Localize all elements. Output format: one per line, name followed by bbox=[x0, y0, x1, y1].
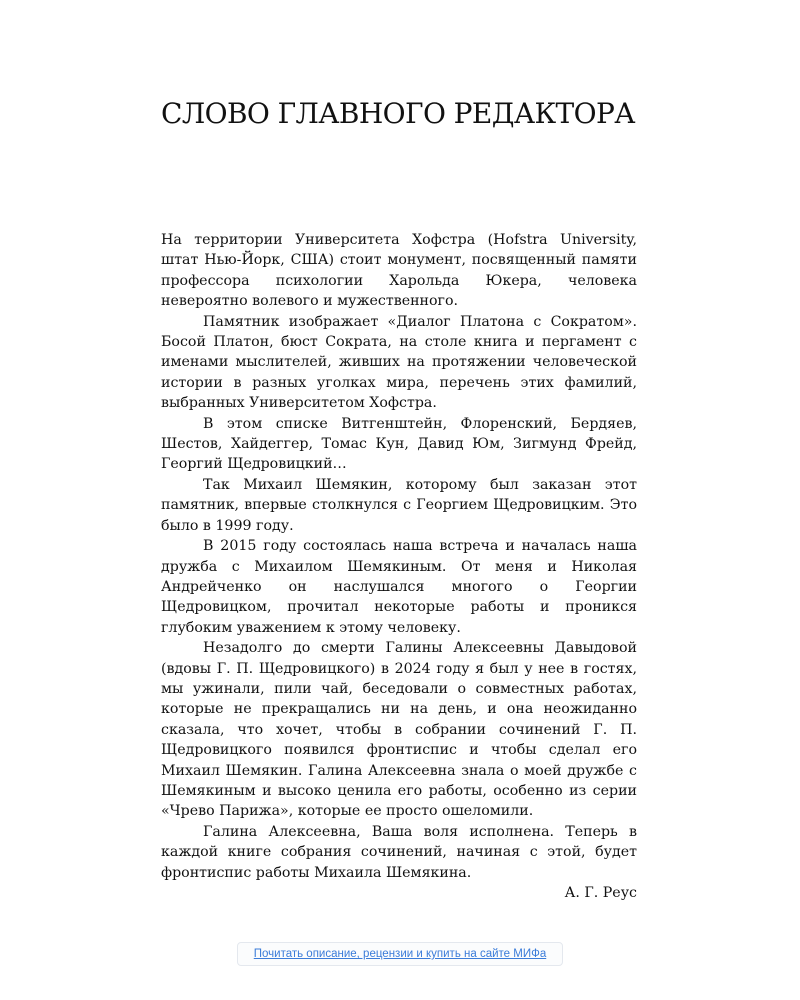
buy-on-mif-link[interactable]: Почитать описание, рецензии и купить на сайте МИФа bbox=[237, 942, 563, 966]
paragraph-5: В 2015 году состоялась наша встреча и началась наша дружба с Михаилом Шемякиным. От меня и Николая Андрейченко он наслушался многого о Георгии Щедровицком, прочитал некоторые работы и проникся глубоким уважением к этому человеку. bbox=[161, 538, 637, 636]
paragraph-3: В этом списке Витгенштейн, Флоренский, Бердяев, Шестов, Хайдеггер, Томас Кун, Давид Юм, Зигмунд Фрейд, Георгий Щедровицкий… bbox=[161, 415, 637, 473]
author-signature: А. Г. Реус bbox=[564, 885, 637, 901]
paragraph-6: Незадолго до смерти Галины Алексеевны Давыдовой (вдовы Г. П. Щедровицкого) в 2024 году я был у нее в гостях, мы ужинали, пили чай, беседовали о совместных работах, которые не прекращались ни на день, и она неожиданно сказала, что хочет, чтобы в собрании сочинений Г. П. Щедровицкого появился фронтиспис и чтобы сделал его Михаил Шемякин. Галина Алексеевна знала о моей дружбе с Шемякиным и высоко ценила его работы, особенно из серии «Чрево Парижа», которые ее просто ошеломили. bbox=[161, 640, 637, 820]
paragraph-2: Памятник изображает «Диалог Платона с Сократом». Босой Платон, бюст Сократа, на столе книга и пергамент с именами мыслителей, живших на протяжении человеческой истории в разных уголках мира, перечень этих фамилий, выбранных Университетом Хофстра. bbox=[161, 313, 637, 412]
article-body bbox=[161, 230, 637, 903]
paragraph-1: На территории Университета Хофстра (Hofstra University, штат Нью-Йорк, США) стоит монумент, посвященный памяти профессора психологии Харольда Юкера, человека невероятно волевого и мужественного. bbox=[161, 232, 637, 310]
page-title: СЛОВО ГЛАВНОГО РЕДАКТОРА bbox=[161, 97, 635, 130]
paragraph-4: Так Михаил Шемякин, которому был заказан этот памятник, впервые столкнулся с Георгием Щедровицким. Это было в 1999 году. bbox=[161, 476, 637, 534]
promo-bar bbox=[0, 942, 800, 966]
paragraph-7: Галина Алексеевна, Ваша воля исполнена. Теперь в каждой книге собрания сочинений, начиная с этой, будет фронтиспис работы Михаила Шемякина. bbox=[161, 823, 637, 881]
